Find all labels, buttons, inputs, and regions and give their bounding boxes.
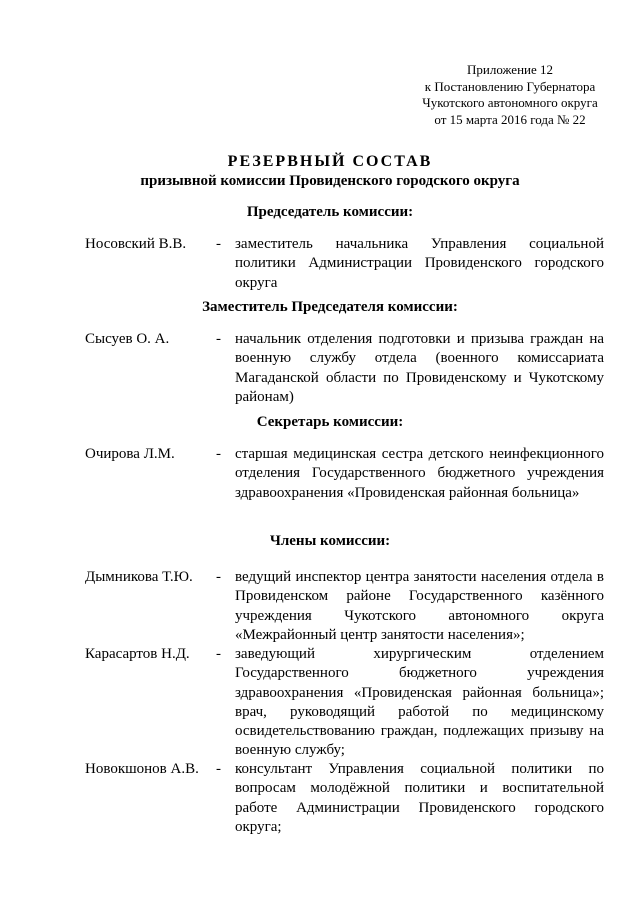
appendix-line-3: Чукотского автономного округа bbox=[422, 95, 598, 110]
member-position: начальник отделения подготовки и призыва граждан на военную службу отдела (военного комиссариата Магаданской области по Провиденскому и Чукотскому районам) bbox=[235, 331, 604, 405]
appendix-line-2: к Постановлению Губернатора bbox=[424, 78, 596, 94]
deputy-heading: Заместитель Председателя комиссии: bbox=[202, 299, 458, 315]
member-name: Сысуев О. А. bbox=[85, 331, 170, 347]
member-position: консультант Управления социальной политики по вопросам молодёжной политики и воспитательной работе Администрации Провиденского городского округа; bbox=[235, 761, 604, 835]
secretary-heading: Секретарь комиссии: bbox=[256, 414, 404, 430]
title-main: РЕЗЕРВНЫЙ СОСТАВ bbox=[227, 153, 433, 170]
member-dash: - bbox=[216, 331, 221, 347]
member-dash: - bbox=[216, 569, 221, 585]
title-subtitle: призывной комиссии Провиденского городского округа bbox=[140, 173, 520, 189]
member-name: Дымникова Т.Ю. bbox=[85, 569, 193, 585]
member-position: ведущий инспектор центра занятости населения отдела в Провиденском районе Государственного казённого учреждения Чукотского автономного округа «Межрайонный центр занятости населения»; bbox=[235, 569, 604, 643]
member-name: Носовский В.В. bbox=[85, 236, 187, 252]
appendix-line-1: Приложение 12 bbox=[466, 62, 554, 77]
member-position: заместитель начальника Управления социальной политики Администрации Провиденского городского округа bbox=[235, 236, 604, 291]
members-heading: Члены комиссии: bbox=[269, 533, 391, 549]
member-name: Карасартов Н.Д. bbox=[85, 646, 190, 662]
member-dash: - bbox=[216, 761, 221, 777]
member-name: Новокшонов А.В. bbox=[85, 761, 199, 777]
member-position: старшая медицинская сестра детского неинфекционного отделения Государственного бюджетного учреждения здравоохранения «Провиденская районная больница» bbox=[235, 446, 604, 501]
member-dash: - bbox=[216, 446, 221, 462]
appendix-line-4: от 15 марта 2016 года № 22 bbox=[434, 111, 586, 127]
member-dash: - bbox=[216, 646, 221, 662]
document-title bbox=[60, 152, 600, 191]
member-dash: - bbox=[216, 236, 221, 252]
appendix-block bbox=[400, 62, 620, 128]
chairman-heading: Председатель комиссии: bbox=[246, 204, 414, 220]
member-position: заведующий хирургическим отделением Государственного бюджетного учреждения здравоохранения «Провиденская районная больница»; врач, руководящий работой по медицинскому освидетельствованию граждан, подлежащих призыву на военную службу; bbox=[235, 646, 604, 759]
member-name: Очирова Л.М. bbox=[85, 446, 175, 462]
